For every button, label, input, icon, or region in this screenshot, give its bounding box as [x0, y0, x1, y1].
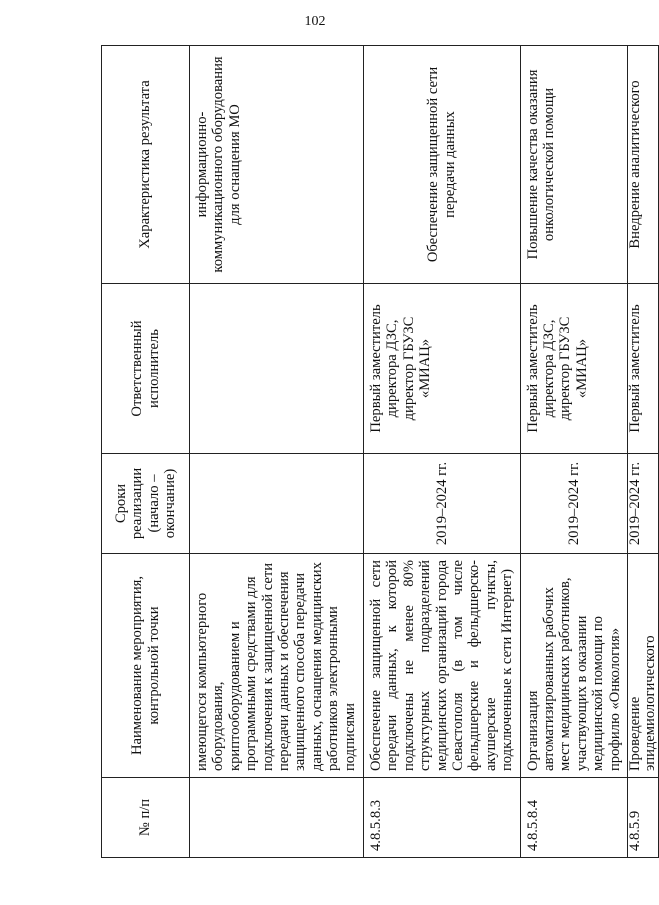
- cell-name: имеющегося компьютерного оборудования, криптооборудованием и программными средствами для подключения к защищенной сети передачи данных и обеспечения защищенного способа передачи данных, оснащения медицинских работников электронными подписями: [190, 554, 364, 778]
- cell-dates: 2019–2024 гг.: [520, 454, 627, 554]
- cell-responsible: [190, 284, 364, 454]
- cell-name: Организация автоматизированных рабочих мест медицинских работников, участвующих в оказании медицинской помощи по профилю «Онкология»: [520, 554, 627, 778]
- rotated-table-container: [101, 46, 659, 858]
- header-result: Характеристика результата: [102, 46, 190, 284]
- cell-num: 4.8.5.8.3: [364, 778, 521, 858]
- cell-result: Обеспечение защищенной сети передачи данных: [364, 46, 521, 284]
- table-row: [628, 46, 659, 858]
- cell-num: 4.8.5.9: [628, 778, 659, 858]
- cell-num: 4.8.5.8.4: [520, 778, 627, 858]
- cell-name: Проведение эпидемиологического: [628, 554, 659, 778]
- table-row: [520, 46, 627, 858]
- cell-num: [190, 778, 364, 858]
- table-header-row: [102, 46, 190, 858]
- cell-responsible: Первый заместитель директора ДЗС, директор ГБУЗС «МИАЦ»: [364, 284, 521, 454]
- cell-name: Обеспечение защищенной сети передачи данных, к которой подключены не менее 80% структурных подразделений медицинских организаций города Севастополя (в том числе фельдшерские и фельдшерско-акушерские пункты, подключенные к сети Интернет): [364, 554, 521, 778]
- cell-responsible: Первый заместитель: [628, 284, 659, 454]
- cell-result: Повышение качества оказания онкологической помощи: [520, 46, 627, 284]
- header-dates: Сроки реализации (начало – окончание): [102, 454, 190, 554]
- page-number: 102: [304, 14, 326, 29]
- cell-dates: 2019–2024 гг.: [628, 454, 659, 554]
- table-row: [190, 46, 364, 858]
- header-responsible: Ответственный исполнитель: [102, 284, 190, 454]
- header-name: Наименование мероприятия, контрольной точки: [102, 554, 190, 778]
- cell-result: Внедрение аналитического: [628, 46, 659, 284]
- plan-table: [101, 45, 659, 858]
- header-num: № п/п: [102, 778, 190, 858]
- table-row: [364, 46, 521, 858]
- cell-dates: [190, 454, 364, 554]
- cell-responsible: Первый заместитель директора ДЗС, директор ГБУЗС «МИАЦ»: [520, 284, 627, 454]
- cell-dates: 2019–2024 гг.: [364, 454, 521, 554]
- cell-result: информационно-коммуникационного оборудования для оснащения МО: [190, 46, 364, 284]
